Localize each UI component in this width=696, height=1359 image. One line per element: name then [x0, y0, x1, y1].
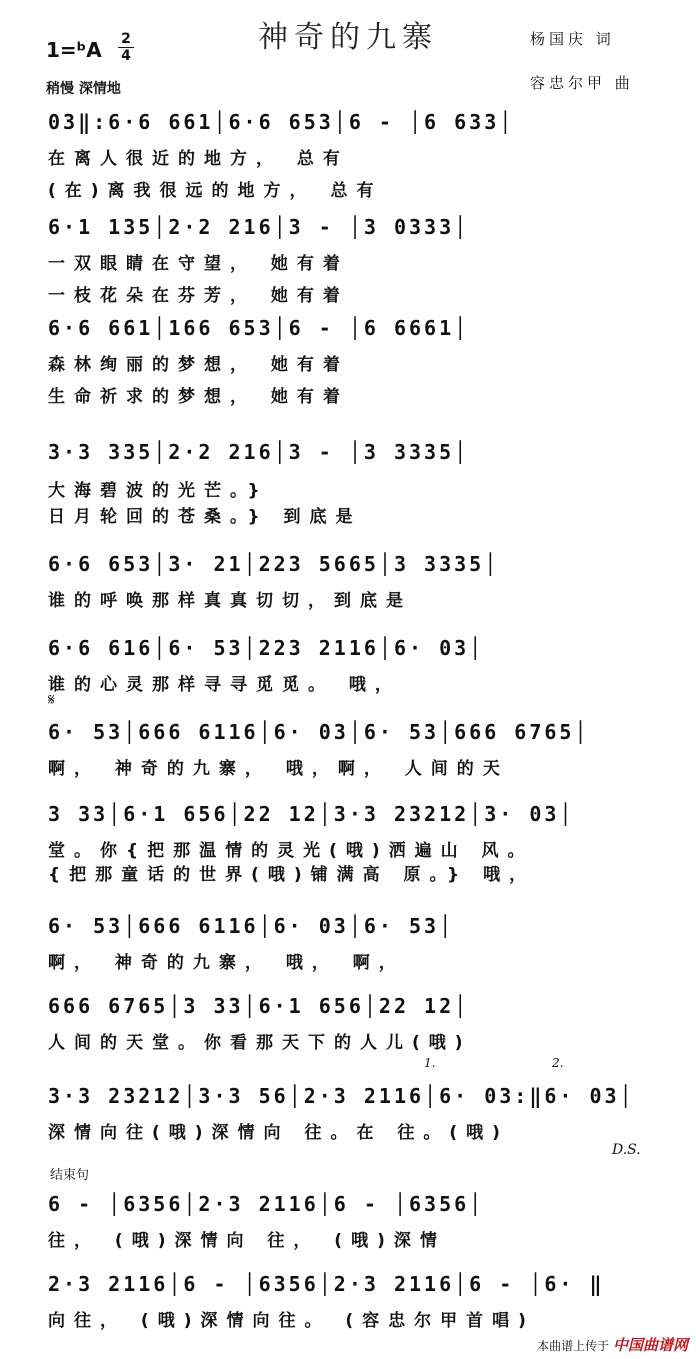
score-row-3	[0, 316, 696, 406]
tempo-marking: 稍慢 深情地	[46, 81, 121, 97]
lyric-line: 向往， (哦)深情向往。 (容忠尔甲首唱)	[48, 1311, 535, 1331]
score-row-12	[0, 1192, 696, 1254]
composer-credit: 容忠尔甲 曲	[530, 74, 634, 92]
notation-line: 03‖:6·6 661│6·6 653│6 - │6 633│	[48, 110, 515, 134]
lyric-line: 啊， 神奇的九寨， 哦， 啊，	[48, 953, 405, 973]
lyric-line: 生命祈求的梦想， 她有着	[48, 387, 349, 407]
song-title: 神奇的九寨	[258, 20, 438, 55]
lyric-line: 在离人很近的地方， 总有	[48, 149, 349, 169]
notation-line: 6· 53│666 6116│6· 03│6· 53│	[48, 914, 455, 938]
score-row-7	[0, 720, 696, 782]
score-row-11	[0, 1084, 696, 1146]
notation-line: 6·6 653│3· 21│223 5665│3 3335│	[48, 552, 500, 576]
score-row-1	[0, 110, 696, 200]
score-row-10	[0, 994, 696, 1056]
lyric-line: {把那童话的世界(哦)铺满高 原。} 哦，	[48, 865, 536, 885]
score-row-8	[0, 802, 696, 892]
score-row-6	[0, 636, 696, 698]
ending-label: 结束句	[50, 1168, 90, 1183]
lyric-line: 大海碧波的光芒。}	[48, 481, 269, 501]
lyric-line: 谁的心灵那样寻寻觅觅。 哦，	[48, 675, 401, 695]
notation-line: 3·3 335│2·2 216│3 - │3 3335│	[48, 440, 470, 464]
lyric-line: 啊， 神奇的九寨， 哦，啊， 人间的天	[48, 759, 509, 779]
dal-segno: D.S.	[612, 1142, 641, 1158]
notation-line: 6 - │6356│2·3 2116│6 - │6356│	[48, 1192, 485, 1216]
time-signature	[118, 32, 134, 63]
upload-footer	[537, 1334, 688, 1355]
lyric-line: 谁的呼唤那样真真切切，到底是	[48, 591, 412, 611]
lyric-line: 一双眼睛在守望， 她有着	[48, 254, 349, 274]
lyricist-credit: 杨国庆 词	[530, 30, 615, 48]
notation-line: 6·1 135│2·2 216│3 - │3 0333│	[48, 215, 470, 239]
score-row-2	[0, 215, 696, 305]
score-row-13	[0, 1272, 696, 1334]
footer-prefix: 本曲谱上传于	[537, 1339, 610, 1353]
notation-line: 6·6 616│6· 53│223 2116│6· 03│	[48, 636, 485, 660]
notation-line: 3 33│6·1 656│22 12│3·3 23212│3· 03│	[48, 802, 575, 826]
score-row-4	[0, 440, 696, 530]
meter-top: 2	[121, 31, 131, 47]
notation-line: 6·6 661│166 653│6 - │6 6661│	[48, 316, 470, 340]
score-row-5	[0, 552, 696, 614]
notation-line: 2·3 2116│6 - │6356│2·3 2116│6 - │6· ‖	[48, 1272, 605, 1296]
lyric-line: (在)离我很远的地方， 总有	[48, 181, 383, 201]
volta-1: 1.	[424, 1056, 436, 1070]
notation-line: 3·3 23212│3·3 56│2·3 2116│6· 03:‖6· 03│	[48, 1084, 635, 1108]
segno-sign: 𝄋	[48, 690, 55, 709]
lyric-line: 往， (哦)深情向 往， (哦)深情	[48, 1231, 446, 1251]
site-logo-text[interactable]: 中国曲谱网	[612, 1336, 688, 1354]
lyric-line: 堂。你{把那温情的灵光(哦)洒遍山 风。	[48, 841, 534, 861]
lyric-line: 森林绚丽的梦想， 她有着	[48, 355, 349, 375]
lyric-line: 一枝花朵在芬芳， 她有着	[48, 286, 349, 306]
score-row-9	[0, 914, 696, 976]
notation-line: 666 6765│3 33│6·1 656│22 12│	[48, 994, 470, 1018]
volta-2: 2.	[552, 1056, 564, 1070]
lyric-line: 深情向往(哦)深情向 往。在 往。(哦)	[48, 1123, 509, 1143]
notation-line: 6· 53│666 6116│6· 03│6· 53│666 6765│	[48, 720, 590, 744]
key-signature: 1=ᵇA	[46, 38, 102, 62]
lyric-line: 人间的天堂。你看那天下的人儿(哦)	[48, 1033, 472, 1053]
lyric-line: 日月轮回的苍桑。} 到底是	[48, 507, 362, 527]
meter-bottom: 4	[121, 48, 131, 64]
